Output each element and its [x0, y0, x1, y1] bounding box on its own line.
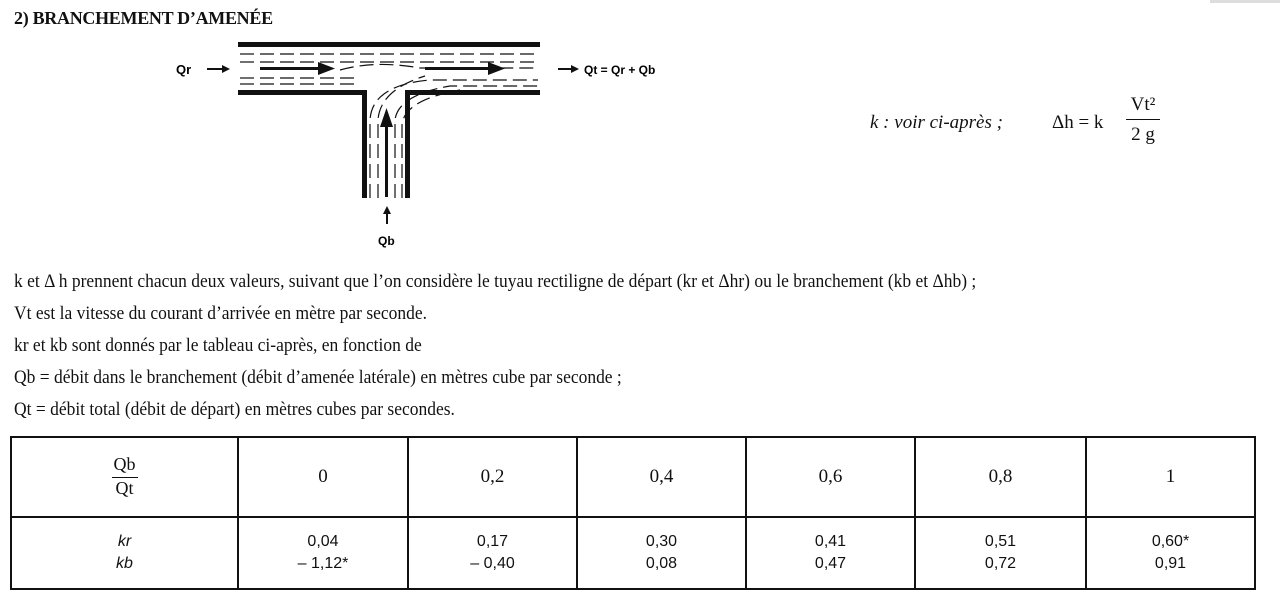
coefficient-table — [10, 436, 1256, 590]
label-qr: Qr — [176, 62, 192, 77]
value-cell: 0,51 0,72 — [915, 517, 1086, 589]
text-line: Qt = débit total (débit de départ) en mètres cubes par secondes. — [14, 399, 455, 420]
section-title: 2) BRANCHEMENT D’AMENÉE — [14, 8, 273, 28]
text-line: Qb = débit dans le branchement (débit d’amenée latérale) en mètres cube par seconde ; — [14, 367, 622, 388]
formula-lhs: Δh = k — [1052, 112, 1104, 133]
formula-denominator: 2 g — [1131, 124, 1155, 145]
ratio-header-cell: $\frac{Qb}{Qt}$ — [11, 437, 238, 517]
label-qb: Qb — [378, 234, 395, 248]
value-cell: 0,60* 0,91 — [1086, 517, 1255, 589]
label-qt: Qt = Qr + Qb — [584, 63, 656, 77]
value-cell: 0,41 0,47 — [746, 517, 915, 589]
row-labels: kr kb — [11, 517, 238, 589]
ratio-cell: 0,4 — [577, 437, 746, 517]
table-header-row — [11, 437, 1255, 517]
text-line: k et Δ h prennent chacun deux valeurs, suivant que l’on considère le tuyau rectiligne de départ (kr et Δhr) ou le branchement (kb et Δhb) ; — [14, 271, 977, 292]
text-line: Vt est la vitesse du courant d’arrivée en mètre par seconde. — [14, 303, 428, 324]
ratio-cell: 0,6 — [746, 437, 915, 517]
t-junction-diagram — [160, 30, 700, 250]
ratio-cell: 0,2 — [408, 437, 577, 517]
text-line: kr et kb sont donnés par le tableau ci-après, en fonction de — [14, 335, 422, 356]
ratio-cell: 0 — [238, 437, 408, 517]
scroll-edge — [1210, 0, 1280, 3]
value-cell: 0,04 – 1,12* — [238, 517, 408, 589]
value-cell: 0,17 – 0,40 — [408, 517, 577, 589]
table-row — [11, 517, 1255, 589]
ratio-cell: 1 — [1086, 437, 1255, 517]
value-cell: 0,30 0,08 — [577, 517, 746, 589]
formula-numerator: Vt² — [1126, 94, 1160, 120]
k-note: k : voir ci-après ; — [870, 112, 1003, 133]
ratio-cell: 0,8 — [915, 437, 1086, 517]
formula-fraction — [1126, 94, 1160, 146]
